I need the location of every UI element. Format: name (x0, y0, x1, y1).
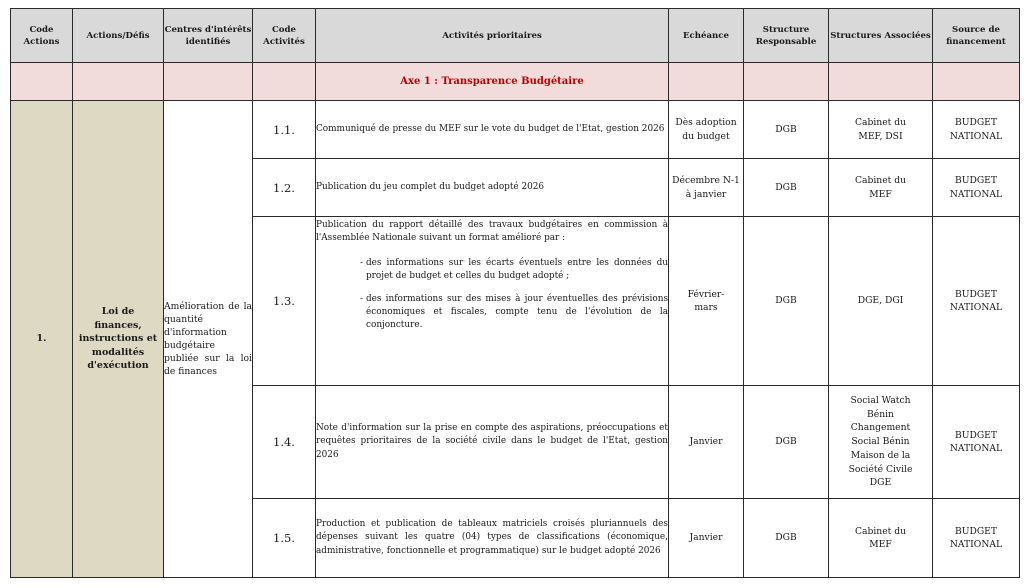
source-financement-text: BUDGET NATIONAL (949, 288, 1003, 313)
action-title-text: Loi de finances, instructions et modalités d'exécution (78, 306, 158, 372)
axe-empty-cell (933, 63, 1020, 101)
activity-code: 1.2. (253, 159, 316, 217)
header-centres: Centres d'intérêts identifiés (164, 9, 253, 63)
activity-bullet (316, 293, 668, 333)
source-financement-text: BUDGET NATIONAL (949, 175, 1003, 200)
header-echeance: Echéance (669, 9, 744, 63)
structure-responsable: DGB (744, 159, 829, 217)
axe-empty-cell (669, 63, 744, 101)
activity-text: Production et publication de tableaux matriciels croisés pluriannuels des dépenses suivant les quatre (04) types de classifications (économique, administrative, fonctionnelle et programmatique) sur le budget adopté 2026 (316, 499, 669, 578)
dash-bullet-icon: - (360, 293, 363, 304)
activity-bullet (316, 257, 668, 284)
source-financement (933, 101, 1020, 159)
activity-intro: Publication du rapport détaillé des travaux budgétaires en commission à l'Assemblée Nationale suivant un format amélioré par : (316, 220, 668, 244)
activity-text (316, 217, 669, 386)
dash-bullet-icon: - (360, 257, 363, 268)
activity-code: 1.5. (253, 499, 316, 578)
axe-empty-cell (744, 63, 829, 101)
action-title (73, 101, 164, 578)
source-financement-text: BUDGET NATIONAL (949, 117, 1003, 142)
echeance (669, 159, 744, 217)
centre-interet: Amélioration de la quantité d'information budgétaire publiée sur la loi de finances (164, 101, 253, 578)
echeance-text: Février-mars (687, 288, 725, 313)
activity-code: 1.3. (253, 217, 316, 386)
header-code-activites: Code Activités (253, 9, 316, 63)
action-code: 1. (11, 101, 73, 578)
structure-responsable: DGB (744, 499, 829, 578)
header-actions-defis: Actions/Défis (73, 9, 164, 63)
header-code-actions: Code Actions (11, 9, 73, 63)
axe-title: Axe 1 : Transparence Budgétaire (316, 63, 669, 101)
structures-associees-text: Social Watch Bénin Changement Social Bénin Maison de la Société Civile DGE (848, 394, 913, 489)
activity-text: Communiqué de presse du MEF sur le vote du budget de l'Etat, gestion 2026 (316, 101, 669, 159)
header-source-financement: Source de financement (933, 9, 1020, 63)
table-row (11, 101, 1020, 159)
axe-empty-cell (73, 63, 164, 101)
activity-text: Note d'information sur la prise en compte des aspirations, préoccupations et requêtes prioritaires de la société civile dans le budget de l'Etat, gestion 2026 (316, 386, 669, 499)
activity-code: 1.4. (253, 386, 316, 499)
bullet-text: des informations sur des mises à jour éventuelles des prévisions économiques et fiscales, compte tenu de l'évolution de la conjoncture. (366, 293, 668, 331)
activity-text: Publication du jeu complet du budget adopté 2026 (316, 159, 669, 217)
header-row (11, 9, 1020, 63)
source-financement (933, 217, 1020, 386)
source-financement (933, 499, 1020, 578)
activity-code: 1.1. (253, 101, 316, 159)
source-financement-text: BUDGET NATIONAL (949, 525, 1003, 550)
structures-associees (829, 386, 933, 499)
structures-associees-text: Cabinet du MEF (854, 175, 907, 200)
axe-empty-cell (253, 63, 316, 101)
structure-responsable: DGB (744, 101, 829, 159)
source-financement (933, 386, 1020, 499)
source-financement (933, 159, 1020, 217)
structure-responsable: DGB (744, 386, 829, 499)
structures-associees (829, 159, 933, 217)
source-financement-text: BUDGET NATIONAL (949, 429, 1003, 454)
header-activites: Activités prioritaires (316, 9, 669, 63)
axe-row (11, 63, 1020, 101)
echeance: Janvier (669, 386, 744, 499)
echeance: Dès adoption du budget (669, 101, 744, 159)
structures-associees: DGE, DGI (829, 217, 933, 386)
structures-associees-text: Cabinet du MEF (854, 525, 907, 550)
axe-empty-cell (164, 63, 253, 101)
echeance: Janvier (669, 499, 744, 578)
bullet-text: des informations sur les écarts éventuels entre les données du projet de budget et celles du budget adopté ; (366, 257, 668, 282)
action-plan-table (10, 8, 1020, 578)
echeance (669, 217, 744, 386)
axe-empty-cell (829, 63, 933, 101)
structures-associees (829, 499, 933, 578)
axe-empty-cell (11, 63, 73, 101)
header-structures-associees: Structures Associées (829, 9, 933, 63)
structures-associees (829, 101, 933, 159)
echeance-text: Décembre N-1 à janvier (672, 175, 740, 200)
structure-responsable: DGB (744, 217, 829, 386)
structures-associees-text: Cabinet du MEF, DSI (854, 117, 907, 142)
header-structure-responsable: Structure Responsable (744, 9, 829, 63)
